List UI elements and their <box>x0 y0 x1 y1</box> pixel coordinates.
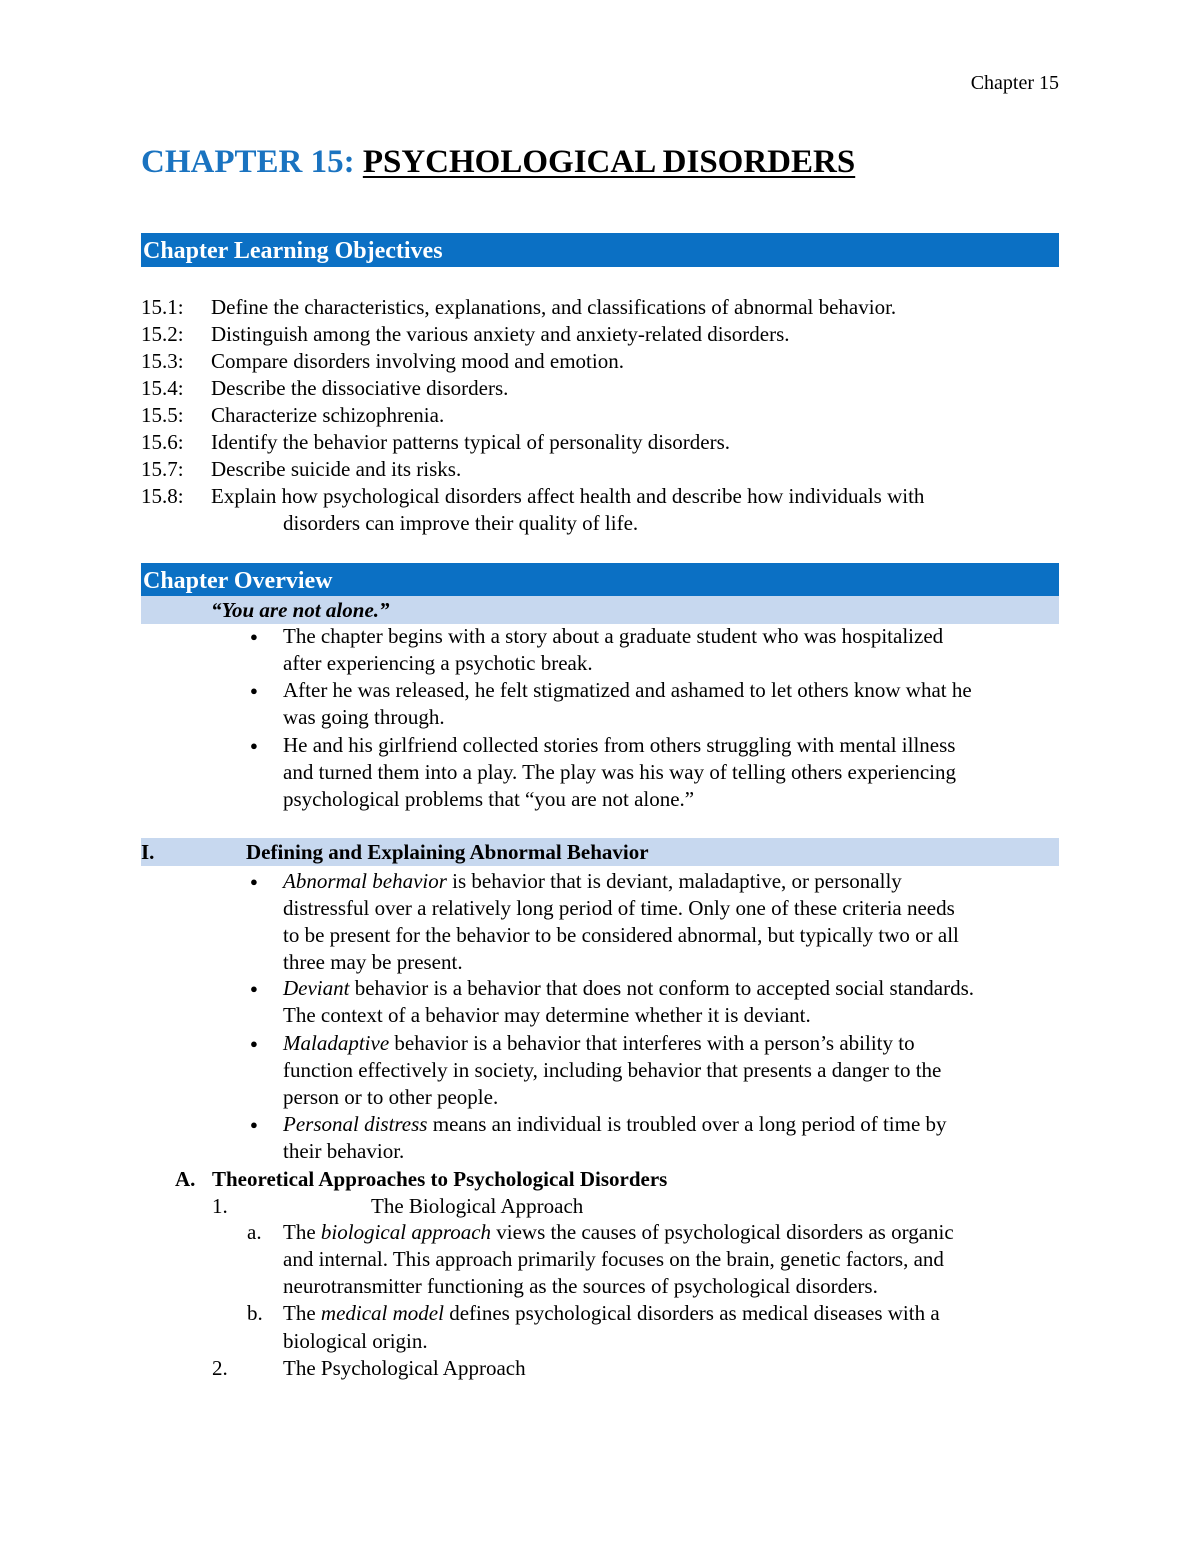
chapter-title <box>141 142 855 182</box>
list-item-title: The Biological Approach <box>371 1194 584 1218</box>
list-number: 1. <box>212 1194 228 1218</box>
bullet-dot-icon: ● <box>250 683 258 698</box>
objective-number: 15.3: <box>141 349 184 373</box>
objective-text: Characterize schizophrenia. <box>211 403 445 427</box>
term: Abnormal behavior <box>283 869 447 893</box>
bullet-dot-icon: ● <box>250 1117 258 1132</box>
bullet-dot-icon: ● <box>250 738 258 753</box>
section-bullet-line: function effectively in society, including behavior that presents a danger to the <box>283 1058 942 1082</box>
section-bullet-line: The context of a behavior may determine whether it is deviant. <box>283 1003 811 1027</box>
objective-text: Define the characteristics, explanations, and classifications of abnormal behavior. <box>211 295 897 319</box>
term: biological approach <box>320 1220 492 1244</box>
objective-number: 15.6: <box>141 430 184 454</box>
sublist-text: The <box>283 1220 321 1244</box>
section-bullet-line: three may be present. <box>283 950 463 974</box>
overview-bullet-text: After he was released, he felt stigmatized and ashamed to let others know what he <box>283 678 972 702</box>
overview-bullet-text: psychological problems that “you are not alone.” <box>283 787 695 811</box>
section-bullet-line <box>283 975 974 1002</box>
sublist-text: The <box>283 1301 321 1325</box>
sublist-letter: b. <box>247 1301 263 1325</box>
running-header: Chapter 15 <box>970 72 1059 94</box>
objective-number: 15.5: <box>141 403 184 427</box>
objective-number: 15.1: <box>141 295 184 319</box>
overview-bullet-text: and turned them into a play. The play was his way of telling others experiencing <box>283 760 956 784</box>
overview-bullet-text: The chapter begins with a story about a graduate student who was hospitalized <box>283 624 944 648</box>
chapter-name: PSYCHOLOGICAL DISORDERS <box>362 144 856 180</box>
bullet-text: behavior is a behavior that interferes with a person’s ability to <box>389 1031 915 1055</box>
sublist-letter: a. <box>247 1220 262 1244</box>
section-bullet-line <box>283 868 902 895</box>
chapter-number: CHAPTER 15: <box>141 144 355 180</box>
sublist-text: views the causes of psychological disorders as organic <box>491 1220 954 1244</box>
bullet-text: is behavior that is deviant, maladaptive, or personally <box>446 869 902 893</box>
list-number: 2. <box>212 1356 228 1380</box>
bullet-text: behavior is a behavior that does not conform to accepted social standards. <box>349 976 975 1000</box>
bullet-text: means an individual is troubled over a long period of time by <box>427 1112 947 1136</box>
term: Personal distress <box>283 1112 428 1136</box>
sublist-line <box>283 1300 940 1327</box>
term: Maladaptive <box>283 1031 390 1055</box>
objective-text-continued: disorders can improve their quality of life. <box>283 511 639 535</box>
bullet-dot-icon: ● <box>250 981 258 996</box>
sublist-line <box>283 1219 954 1246</box>
section-bullet-line: person or to other people. <box>283 1085 499 1109</box>
objective-text: Explain how psychological disorders affect health and describe how individuals with <box>211 484 925 508</box>
sublist-line: biological origin. <box>283 1329 428 1353</box>
objective-text: Compare disorders involving mood and emotion. <box>211 349 624 373</box>
overview-bullet-text: was going through. <box>283 705 445 729</box>
section-numeral: I. <box>141 840 155 864</box>
objective-text: Distinguish among the various anxiety and anxiety-related disorders. <box>211 322 790 346</box>
bullet-dot-icon: ● <box>250 1036 258 1051</box>
term: medical model <box>320 1301 444 1325</box>
sublist-line: and internal. This approach primarily focuses on the brain, genetic factors, and <box>283 1247 944 1271</box>
objective-number: 15.2: <box>141 322 184 346</box>
objective-text: Describe suicide and its risks. <box>211 457 462 481</box>
section-bullet-line: distressful over a relatively long period of time. Only one of these criteria needs <box>283 896 955 920</box>
bullet-dot-icon: ● <box>250 874 258 889</box>
section-bullet-line <box>283 1111 947 1138</box>
section-heading: Defining and Explaining Abnormal Behavior <box>246 840 649 864</box>
subsection-letter: A. <box>175 1167 196 1191</box>
sublist-line: neurotransmitter functioning as the sources of psychological disorders. <box>283 1274 878 1298</box>
objective-number: 15.7: <box>141 457 184 481</box>
overview-bullet-text: He and his girlfriend collected stories from others struggling with mental illness <box>283 733 956 757</box>
section-bullet-line: their behavior. <box>283 1139 405 1163</box>
term: Deviant <box>283 976 350 1000</box>
objective-number: 15.4: <box>141 376 184 400</box>
list-item-title: The Psychological Approach <box>283 1356 526 1380</box>
sublist-text: defines psychological disorders as medical diseases with a <box>443 1301 940 1325</box>
learning-objectives-heading: Chapter Learning Objectives <box>141 233 1059 267</box>
objective-number: 15.8: <box>141 484 184 508</box>
bullet-dot-icon: ● <box>250 629 258 644</box>
subsection-heading: Theoretical Approaches to Psychological Disorders <box>212 1167 668 1191</box>
chapter-overview-heading: Chapter Overview <box>141 563 1059 597</box>
objective-text: Identify the behavior patterns typical of personality disorders. <box>211 430 731 454</box>
section-bullet-line <box>283 1030 915 1057</box>
overview-subheading: “You are not alone.” <box>211 598 390 622</box>
section-bullet-line: to be present for the behavior to be considered abnormal, but typically two or all <box>283 923 959 947</box>
overview-bullet-text: after experiencing a psychotic break. <box>283 651 593 675</box>
objective-text: Describe the dissociative disorders. <box>211 376 509 400</box>
